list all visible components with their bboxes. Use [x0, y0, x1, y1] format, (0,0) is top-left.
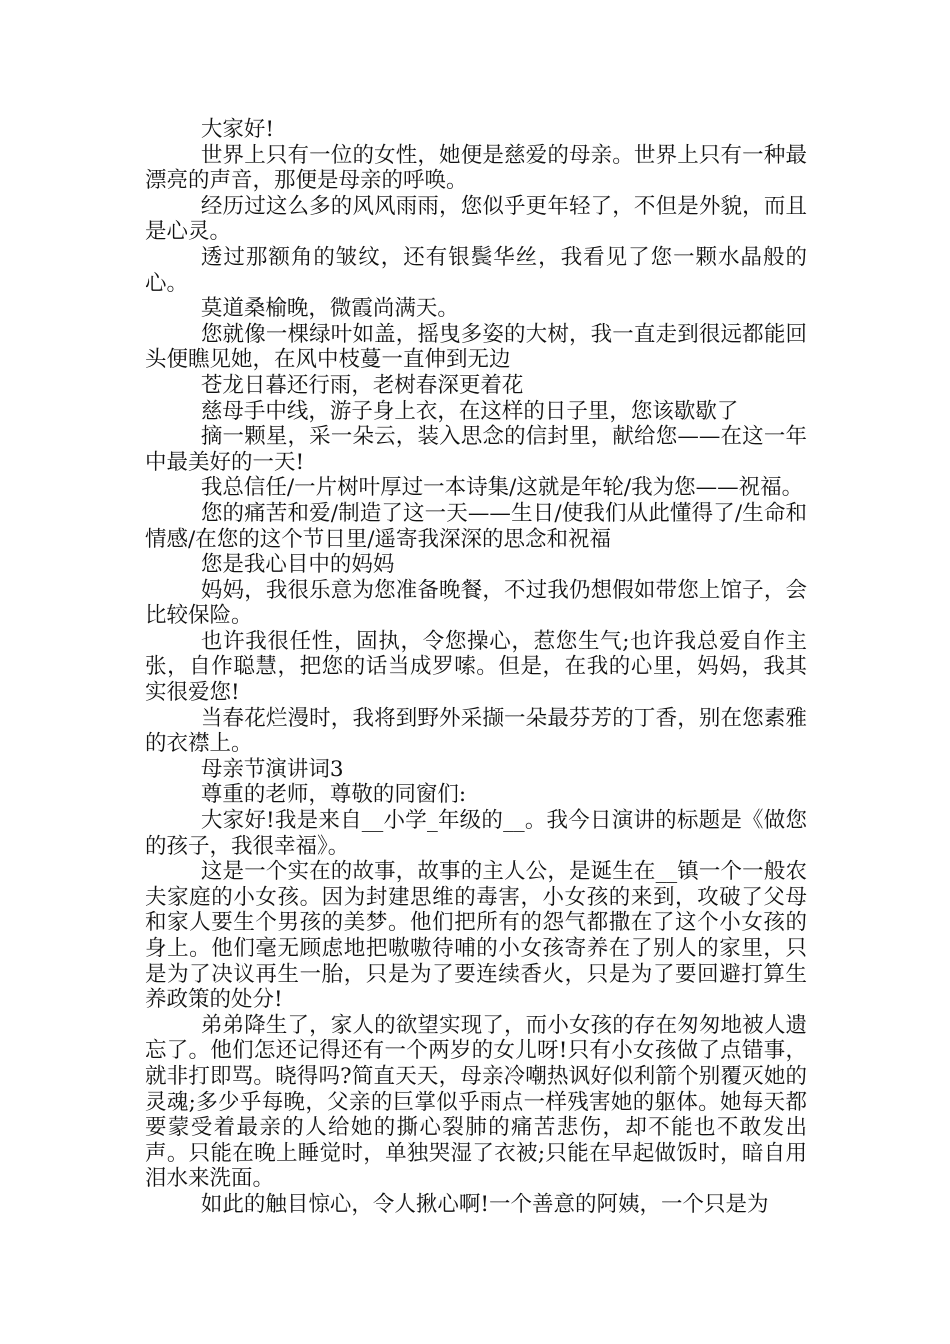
paragraph: 您是我心目中的妈妈	[200, 552, 395, 578]
section-heading: 母亲节演讲词3	[200, 756, 344, 782]
paragraph: 您就像一棵绿叶如盖，摇曳多姿的大树，我一直走到很远都能回头便瞧见她，在风中枝蔓一直伸到无边	[145, 321, 807, 373]
paragraph: 透过那额角的皱纹，还有银鬓华丝，我看见了您一颗水晶般的心。	[145, 244, 807, 296]
paragraph: 世界上只有一位的女性，她便是慈爱的母亲。世界上只有一种最漂亮的声音，那便是母亲的呼唤。	[145, 142, 807, 194]
paragraph: 弟弟降生了，家人的欲望实现了，而小女孩的存在匆匆地被人遗忘了。他们怎还记得还有一个两岁的女儿呀!只有小女孩做了点错事，就非打即骂。晓得吗?简直天天，母亲冷嘲热讽好似利箭个别覆灭她的灵魂;多少乎每晚，父亲的巨掌似乎雨点一样残害她的躯体。她每天都要蒙受着最亲的人给她的撕心裂肺的痛苦悲伤，却不能也不敢发出声。只能在晚上睡觉时，单独哭湿了衣被;只能在早起做饭时，暗自用泪水来洗面。	[145, 1012, 807, 1192]
paragraph-salutation: 尊重的老师，尊敬的同窗们:	[200, 782, 467, 808]
paragraph-greeting: 大家好!	[200, 117, 275, 142]
paragraph: 妈妈，我很乐意为您准备晚餐，不过我仍想假如带您上馆子，会比较保险。	[145, 577, 807, 629]
paragraph: 苍龙日暮还行雨，老树春深更着花	[200, 372, 524, 398]
paragraph: 当春花烂漫时，我将到野外采撷一朵最芬芳的丁香，别在您素雅的衣襟上。	[145, 705, 807, 757]
paragraph: 这是一个实在的故事，故事的主人公，是诞生在__镇一个一般农夫家庭的小女孩。因为封建思维的毒害，小女孩的来到，攻破了父母和家人要生个男孩的美梦。他们把所有的怨气都撒在了这个小女孩的身上。他们毫无顾虑地把嗷嗷待哺的小女孩寄养在了别人的家里，只是为了决议再生一胎，只是为了要连续香火，只是为了要回避打算生养政策的处分!	[145, 859, 807, 1013]
paragraph: 如此的触目惊心，令人揪心啊!一个善意的阿姨，一个只是为	[200, 1191, 769, 1217]
paragraph: 莫道桑榆晚，微霞尚满天。	[200, 296, 459, 322]
paragraph: 您的痛苦和爱/制造了这一天——生日/使我们从此懂得了/生命和情感/在您的这个节日里/遥寄我深深的思念和祝福	[145, 500, 807, 552]
document-body	[145, 117, 807, 1218]
paragraph: 慈母手中线，游子身上衣，在这样的日子里，您该歇歇了	[200, 398, 739, 424]
paragraph: 也许我很任性，固执，令您操心，惹您生气;也许我总爱自作主张，自作聪慧，把您的话当成罗嗦。但是，在我的心里，妈妈，我其实很爱您!	[145, 628, 807, 706]
paragraph: 大家好!我是来自__小学_年级的__。我今日演讲的标题是《做您的孩子，我很幸福》。	[145, 808, 807, 859]
paragraph: 我总信任/一片树叶厚过一本诗集/这就是年轮/我为您——祝福。	[200, 475, 804, 501]
paragraph: 摘一颗星，采一朵云，装入思念的信封里，献给您——在这一年中最美好的一天!	[145, 424, 807, 475]
paragraph: 经历过这么多的风风雨雨，您似乎更年轻了，不但是外貌，而且是心灵。	[145, 193, 807, 245]
